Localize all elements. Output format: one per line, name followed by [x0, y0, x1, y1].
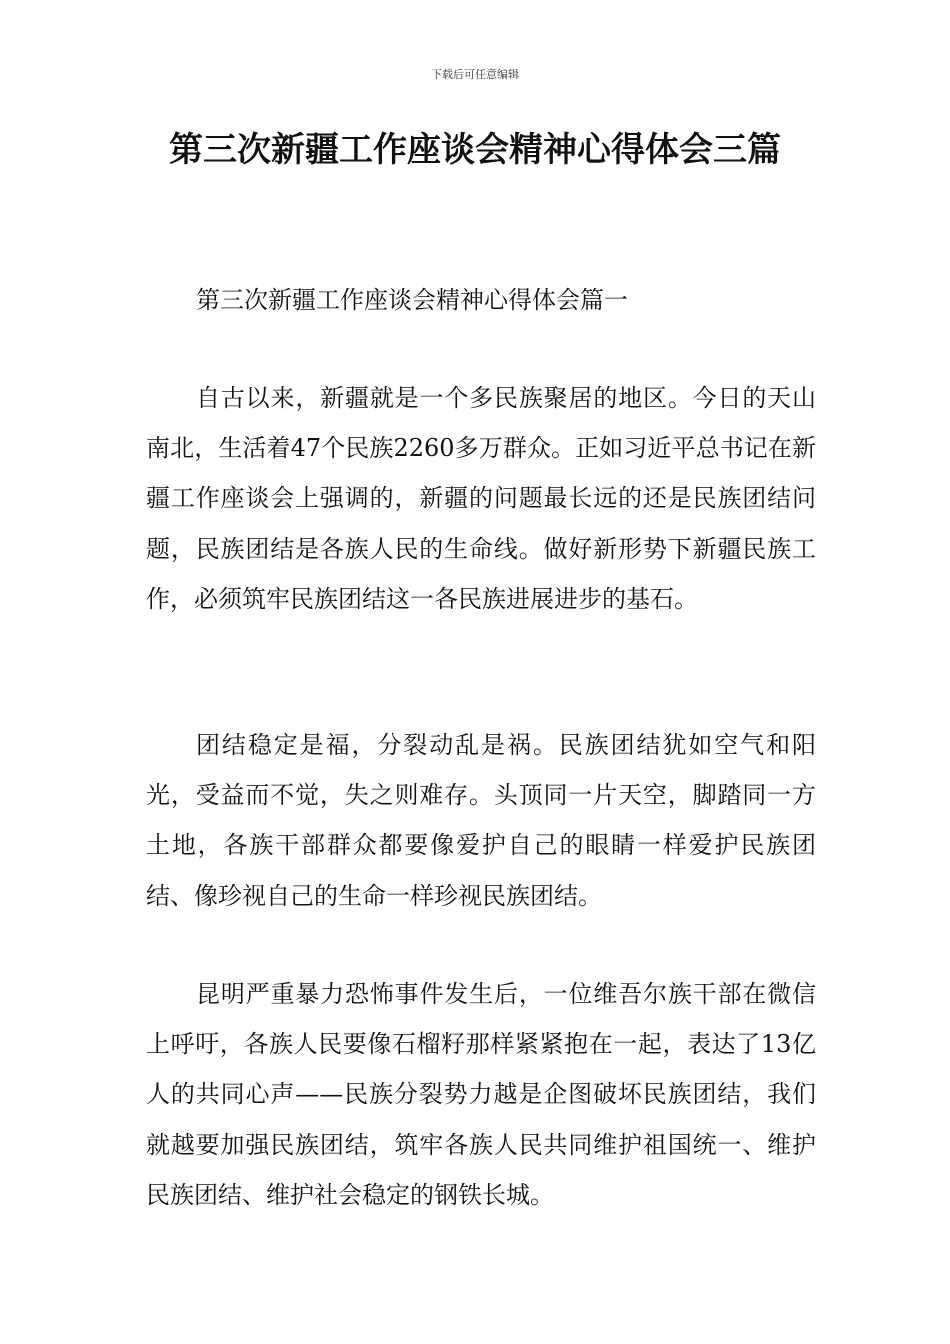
section-heading: 第三次新疆工作座谈会精神心得体会篇一: [196, 286, 628, 314]
paragraph-1: 自古以来，新疆就是一个多民族聚居的地区。今日的天山南北，生活着47个民族2260多万群众。正如习近平总书记在新疆工作座谈会上强调的，新疆的问题最长远的还是民族团结问题，民族团结是各族人民的生命线。做好新形势下新疆民族工作，必须筑牢民族团结这一各民族进展进步的基石。: [146, 384, 816, 613]
paragraph-3: 昆明严重暴力恐怖事件发生后，一位维吾尔族干部在微信上呼吁，各族人民要像石榴籽那样紧紧抱在一起，表达了13亿人的共同心声——民族分裂势力越是企图破坏民族团结，我们就越要加强民族团结，筑牢各族人民共同维护祖国统一、维护民族团结、维护社会稳定的钢铁长城。: [146, 980, 816, 1209]
document-title: 第三次新疆工作座谈会精神心得体会三篇: [169, 130, 781, 170]
header-note: 下载后可任意编辑: [431, 68, 519, 81]
paragraph-2: 团结稳定是福，分裂动乱是祸。民族团结犹如空气和阳光，受益而不觉，失之则难存。头顶同一片天空，脚踏同一方土地，各族干部群众都要像爱护自己的眼睛一样爱护民族团结、像珍视自己的生命一样珍视民族团结。: [146, 731, 816, 910]
